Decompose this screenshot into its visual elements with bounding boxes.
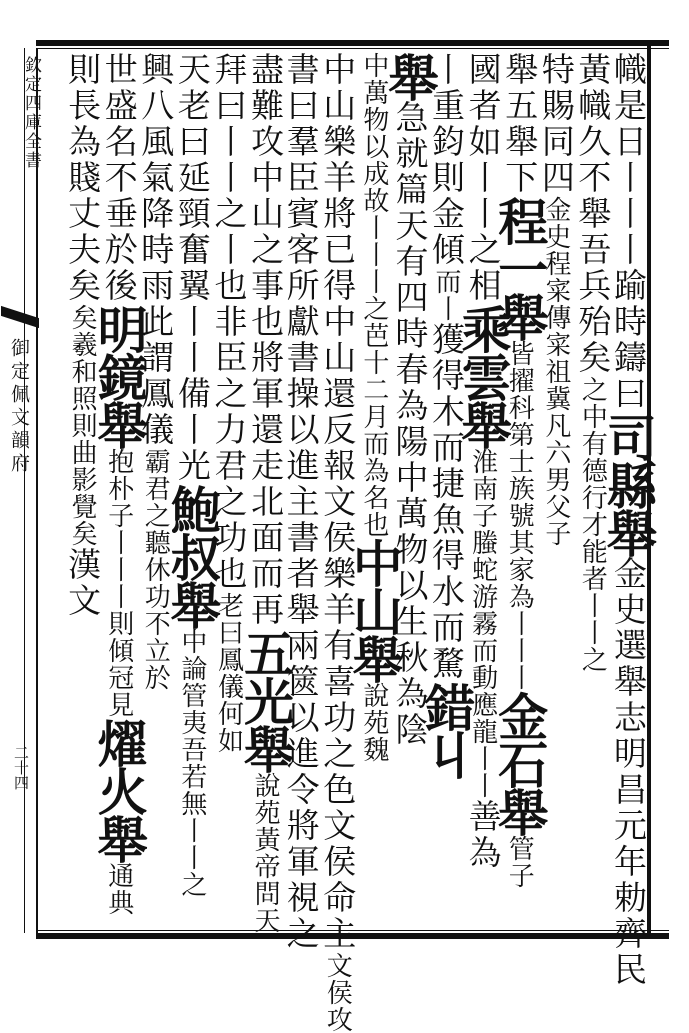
body-text: 世盛名不垂於後 [99, 52, 139, 304]
entry-heading: 司縣舉 [599, 412, 658, 556]
body-text: 漢文 [63, 547, 103, 619]
annotation-text: 通典 [103, 862, 134, 916]
body-text: 丨重鈞則金傾 [427, 52, 467, 268]
body-text: 急就篇天有四時春為陽中萬物以生秋為陰 [390, 100, 430, 748]
text-column [236, 52, 296, 934]
text-column [380, 52, 440, 927]
entry-heading: 金石舉 [490, 691, 550, 835]
entry-heading: 乘雲舉 [453, 304, 513, 448]
annotation-text: 老曰鳳儀何如 [213, 592, 244, 754]
entry-heading: 五光舉 [236, 628, 296, 772]
annotation-text: 中論管夷吾若無丨丨之 [176, 628, 207, 898]
top-border-rule [36, 40, 669, 49]
entry-heading: 中山舉 [344, 538, 404, 682]
annotation-text: 霸君之聽休功不立於 [140, 448, 171, 691]
entry-heading: 燿火舉 [89, 718, 149, 862]
text-column [162, 52, 222, 927]
entry-heading: 鮑叔舉 [162, 484, 222, 628]
body-text: 幟是日丨丨丨踰時鑄曰 [609, 52, 648, 412]
annotation-text: 淮南子螣蛇游霧而動應龍丨丨 [467, 448, 498, 799]
entry-heading: 程一舉 [490, 196, 550, 340]
text-column [318, 52, 358, 1033]
fold-mark [1, 306, 39, 328]
body-text: 金史選舉志明昌元年勅齊民 [609, 556, 648, 988]
margin-rule [36, 48, 38, 933]
annotation-text: 說苑黃帝問天 [250, 772, 281, 934]
body-text: 天老曰延頸奮翼丨丨備丨光 [172, 52, 212, 484]
body-text: 中山樂羊將已得中山還反報文侯樂羊有喜功之色文侯命主 [318, 52, 358, 952]
book-title: 御定佩文韻府 [8, 338, 30, 476]
annotation-text: 說苑魏 [358, 682, 389, 763]
body-text: 拜曰丨丨之丨也非臣之力君之功也 [209, 52, 249, 592]
body-text: 舉五舉下 [500, 52, 540, 196]
page-number: 二十四 [12, 745, 30, 790]
text-column [490, 52, 550, 927]
annotation-text: 之中有德行才能者丨丨之 [577, 376, 608, 673]
text-column [89, 52, 149, 927]
annotation-text: 抱朴子丨丨丨則傾冠見 [103, 448, 134, 718]
body-text: 興八風氣降時雨此謂鳳儀 [136, 52, 176, 448]
annotation-text: 文侯攻 [322, 952, 353, 1033]
text-column [417, 52, 477, 927]
text-column [344, 52, 404, 927]
body-text: 盡難攻中山之事也將軍還走北面而再 [246, 52, 286, 628]
text-column [453, 52, 513, 927]
entry-heading: 錯丩 [417, 682, 477, 778]
margin-title: 欽定四庫全書 [21, 56, 41, 170]
body-text: 黃幟久不舉吾兵殆矣 [573, 52, 613, 376]
annotation-text: 中萬物以成故丨丨丨之芭十二月而為名也 [358, 52, 389, 538]
annotation-text: 皆擢科第士族號其家為丨丨丨 [504, 340, 535, 691]
body-text: 則長為賤丈夫矣 [63, 52, 103, 304]
body-text: 獲得木而捷魚得水而騖 [427, 322, 467, 682]
margin-rule-outer [24, 48, 25, 933]
body-text: 特賜同四 [536, 52, 576, 196]
body-text: 善為 [463, 799, 503, 871]
body-text: 書曰羣臣賓客所獻書操以進主書者舉兩篋以進令將軍視之 [281, 52, 321, 952]
body-text: 國者如丨丨之相 [463, 52, 503, 304]
text-column [574, 52, 611, 927]
entry-heading: 明鏡舉 [89, 304, 149, 448]
text-column [599, 52, 658, 988]
annotation-text: 矣羲和照則曲影覺矣 [67, 304, 98, 547]
text-column [281, 52, 321, 952]
annotation-text: 金史程寀傳寀祖冀凡六男父子 [540, 196, 571, 547]
annotation-text: 而丨 [431, 268, 462, 322]
entry-heading: 舉 [380, 52, 440, 100]
text-body [56, 52, 658, 1033]
annotation-text: 管子 [504, 835, 535, 889]
